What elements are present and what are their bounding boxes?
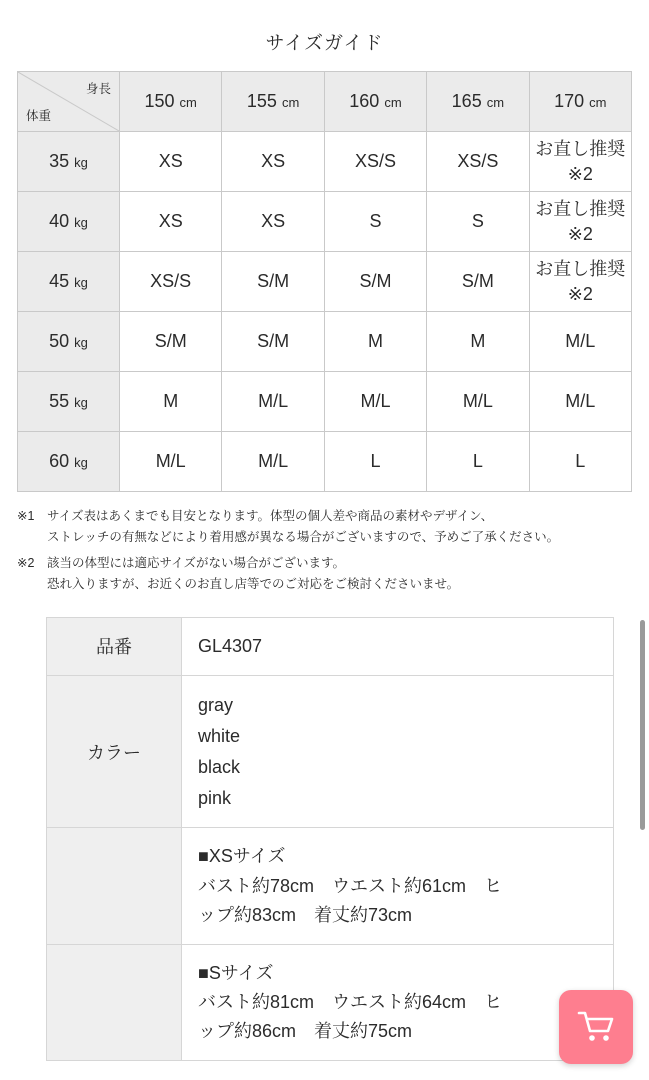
- col-header-3: 165 cm: [427, 72, 529, 132]
- spec-label-item-number: 品番: [47, 617, 182, 675]
- table-row: [18, 252, 632, 312]
- spec-row-measurement-xs: [47, 828, 614, 944]
- cell-2-2: S/M: [324, 252, 426, 312]
- note-1-line2: ストレッチの有無などにより着用感が異なる場合がございますので、予めご了承ください。: [47, 529, 560, 544]
- cell-0-2: XS/S: [324, 132, 426, 192]
- measurement-s-line1: バスト約81cm ウエスト約64cm ヒ: [198, 992, 503, 1013]
- row-header-2: 45 kg: [18, 252, 120, 312]
- color-item-2: black: [198, 756, 241, 777]
- cell-3-0: S/M: [120, 312, 222, 372]
- spec-row-color: [47, 675, 614, 828]
- table-row: [18, 132, 632, 192]
- size-guide-title: サイズガイド: [265, 33, 384, 54]
- cart-fab-button[interactable]: [559, 990, 633, 1064]
- spec-value-color: [182, 675, 614, 828]
- cell-3-4: M/L: [529, 312, 631, 372]
- product-spec-table: [46, 617, 614, 1062]
- note-2-line2: 恐れ入りますが、お近くのお直し店等でのご対応をご検討くださいませ。: [47, 576, 460, 591]
- col-header-2: 160 cm: [324, 72, 426, 132]
- cell-5-1: M/L: [222, 432, 324, 492]
- cell-2-0: XS/S: [120, 252, 222, 312]
- measurement-xs-line1: バスト約78cm ウエスト約61cm ヒ: [198, 875, 503, 896]
- spec-value-measurement-s: [182, 944, 614, 1060]
- height-axis-label: 身長: [85, 82, 111, 96]
- note-1-mark: ※1: [17, 509, 35, 523]
- axis-corner-cell: [18, 72, 120, 132]
- color-item-3: pink: [198, 787, 232, 808]
- cell-4-4: M/L: [529, 372, 631, 432]
- color-item-1: white: [198, 725, 241, 746]
- cell-3-1: S/M: [222, 312, 324, 372]
- row-header-4: 55 kg: [18, 372, 120, 432]
- cell-4-1: M/L: [222, 372, 324, 432]
- cell-4-0: M: [120, 372, 222, 432]
- note-1: [17, 506, 632, 547]
- measurement-xs-line2: ップ約83cm 着丈約73cm: [198, 904, 413, 925]
- measurement-s-line2: ップ約86cm 着丈約75cm: [198, 1021, 413, 1042]
- size-guide-table: [17, 71, 632, 492]
- note-2-mark: ※2: [17, 556, 35, 571]
- cell-0-0: XS: [120, 132, 222, 192]
- cell-5-4: L: [529, 432, 631, 492]
- note-2-line1: 該当の体型には適応サイズがない場合がございます。: [47, 556, 346, 571]
- table-row: [18, 192, 632, 252]
- cell-2-3: S/M: [427, 252, 529, 312]
- cell-3-2: M: [324, 312, 426, 372]
- table-row: [18, 432, 632, 492]
- spec-value-measurement-xs: [182, 828, 614, 944]
- cell-4-2: M/L: [324, 372, 426, 432]
- cell-0-1: XS: [222, 132, 324, 192]
- row-header-1: 40 kg: [18, 192, 120, 252]
- cell-2-4: お直し推奨 ※2: [529, 252, 631, 312]
- table-row: [18, 372, 632, 432]
- page-scrollbar[interactable]: [640, 620, 645, 830]
- size-guide-notes: [17, 506, 632, 595]
- measurement-s-heading: ■Sサイズ: [198, 962, 274, 983]
- table-row: [18, 312, 632, 372]
- cell-4-3: M/L: [427, 372, 529, 432]
- row-header-3: 50 kg: [18, 312, 120, 372]
- cell-5-2: L: [324, 432, 426, 492]
- spec-value-item-number: GL4307: [182, 617, 614, 675]
- cell-1-4: お直し推奨 ※2: [529, 192, 631, 252]
- table-header-row: [18, 72, 632, 132]
- spec-label-color: カラー: [47, 675, 182, 828]
- cell-1-1: XS: [222, 192, 324, 252]
- size-guide-body: [18, 132, 632, 492]
- note-1-line1: サイズ表はあくまでも目安となります。体型の個人差や商品の素材やデザイン、: [47, 509, 494, 523]
- cell-5-0: M/L: [120, 432, 222, 492]
- spec-label-measurement-empty: [47, 944, 182, 1060]
- color-item-0: gray: [198, 694, 234, 715]
- row-header-5: 60 kg: [18, 432, 120, 492]
- cell-5-3: L: [427, 432, 529, 492]
- weight-axis-label: 体重: [26, 109, 52, 123]
- cell-2-1: S/M: [222, 252, 324, 312]
- cell-1-2: S: [324, 192, 426, 252]
- cell-1-3: S: [427, 192, 529, 252]
- cell-0-4: お直し推奨 ※2: [529, 132, 631, 192]
- spec-row-measurement-s: [47, 944, 614, 1060]
- cell-1-0: XS: [120, 192, 222, 252]
- row-header-0: 35 kg: [18, 132, 120, 192]
- note-2: [17, 553, 632, 594]
- cell-0-3: XS/S: [427, 132, 529, 192]
- measurement-xs-heading: ■XSサイズ: [198, 846, 286, 867]
- cell-3-3: M: [427, 312, 529, 372]
- col-header-0: 150 cm: [120, 72, 222, 132]
- cart-icon: [577, 1009, 615, 1045]
- col-header-1: 155 cm: [222, 72, 324, 132]
- color-list: [198, 690, 597, 814]
- spec-row-item-number: [47, 617, 614, 675]
- spec-label-measurement: [47, 828, 182, 944]
- col-header-4: 170 cm: [529, 72, 631, 132]
